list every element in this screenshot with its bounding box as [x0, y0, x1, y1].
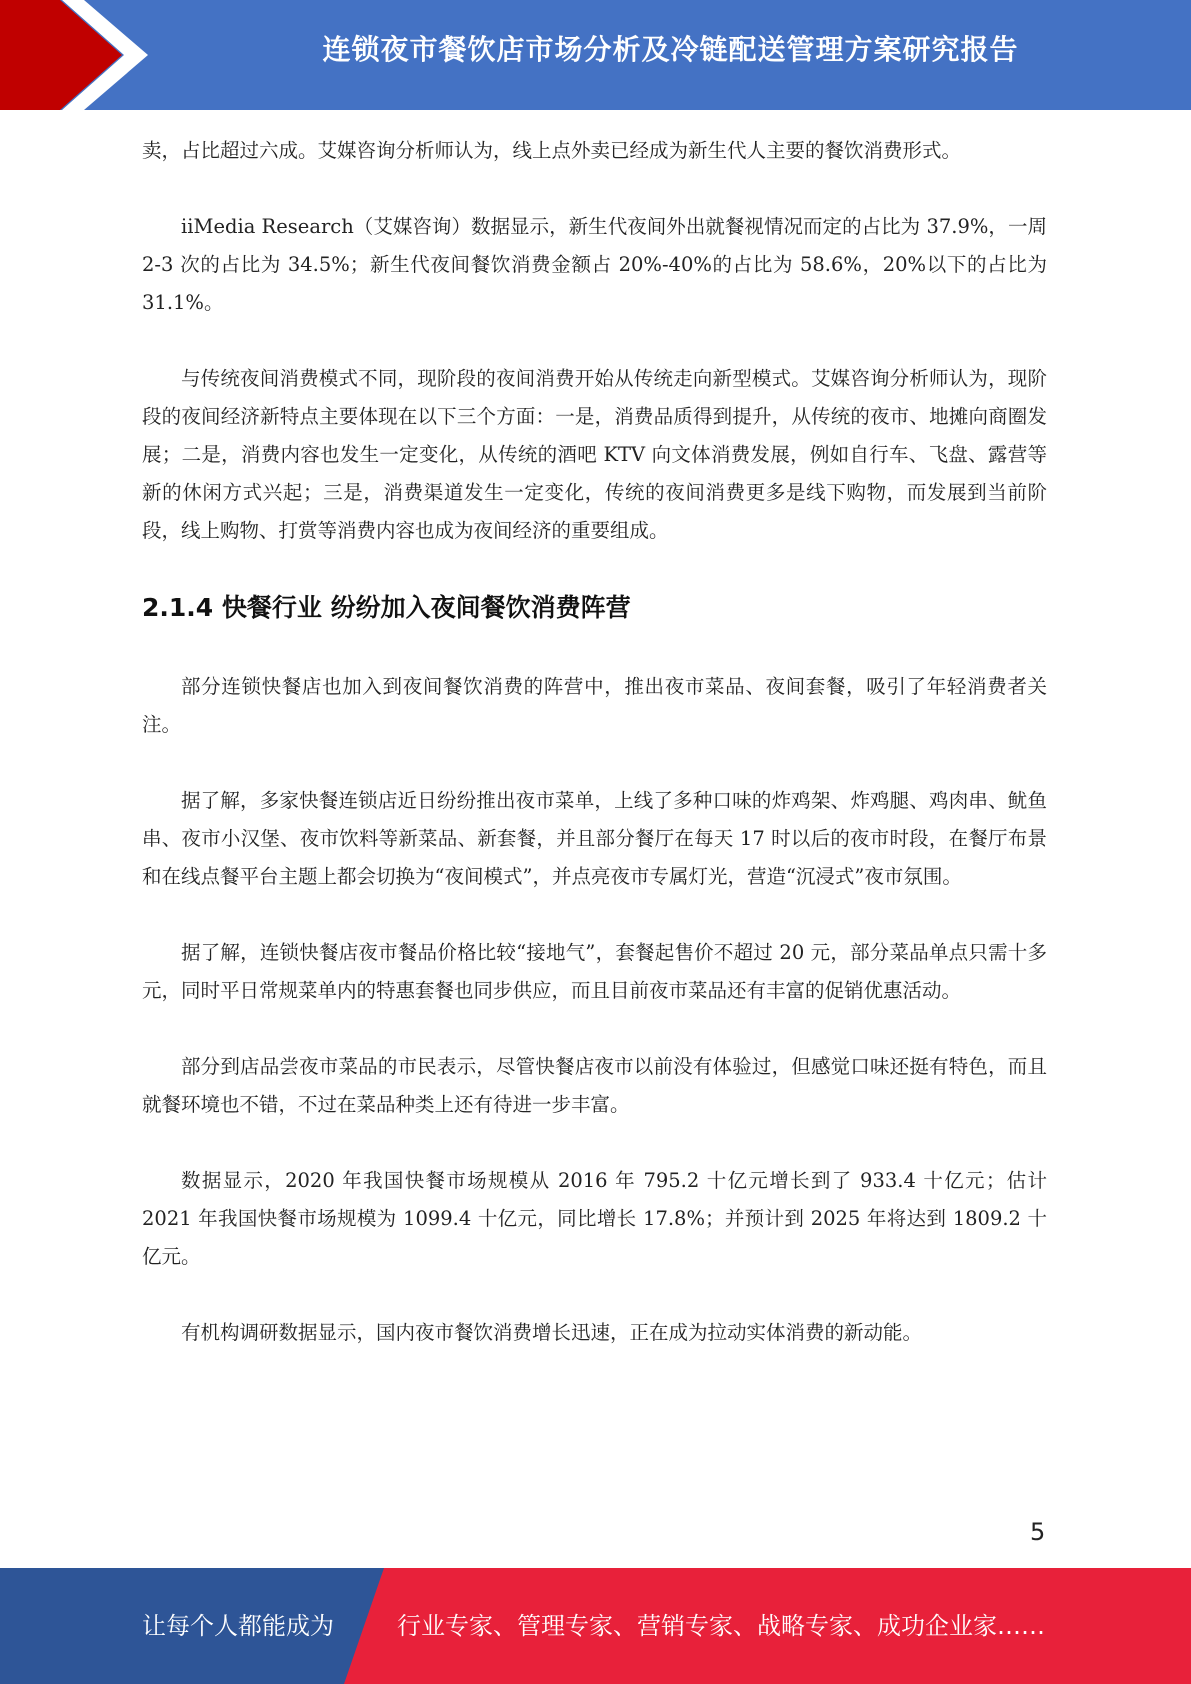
- footer-slogan-right: 行业专家、管理专家、营销专家、战略专家、成功企业家……: [397, 1612, 1045, 1640]
- paragraph: 部分到店品尝夜市菜品的市民表示，尽管快餐店夜市以前没有体验过，但感觉口味还挺有特色，而且就餐环境也不错，不过在菜品种类上还有待进一步丰富。: [142, 1055, 1047, 1116]
- page-number: 5: [1030, 1518, 1046, 1546]
- paragraph: 与传统夜间消费模式不同，现阶段的夜间消费开始从传统走向新型模式。艾媒咨询分析师认为，现阶段的夜间经济新特点主要体现在以下三个方面：一是，消费品质得到提升，从传统的夜市、地摊向商圈发展；二是，消费内容也发生一定变化，从传统的酒吧 KTV 向文体消费发展，例如自行车、飞盘、露营等新的休闲方式兴起；三是，消费渠道发生一定变化，传统的夜间消费更多是线下购物，而发展到当前阶段，线上购物、打赏等消费内容也成为夜间经济的重要组成。: [142, 367, 1047, 542]
- page-footer: [0, 1568, 1191, 1684]
- page-header: [0, 0, 1191, 110]
- paragraph: 部分连锁快餐店也加入到夜间餐饮消费的阵营中，推出夜市菜品、夜间套餐，吸引了年轻消费者关注。: [142, 675, 1047, 736]
- document-body: [142, 132, 1047, 1390]
- paragraph: 卖，占比超过六成。艾媒咨询分析师认为，线上点外卖已经成为新生代人主要的餐饮消费形式。: [142, 139, 962, 162]
- paragraph: 据了解，多家快餐连锁店近日纷纷推出夜市菜单，上线了多种口味的炸鸡架、炸鸡腿、鸡肉串、鱿鱼串、夜市小汉堡、夜市饮料等新菜品、新套餐，并且部分餐厅在每天 17 时以后的夜市时段，在餐厅布景和在线点餐平台主题上都会切换为“夜间模式”，并点亮夜市专属灯光，营造“沉浸式”夜市氛围。: [142, 789, 1047, 888]
- paragraph: iiMedia Research（艾媒咨询）数据显示，新生代夜间外出就餐视情况而定的占比为 37.9%，一周 2-3 次的占比为 34.5%；新生代夜间餐饮消费金额占 20%-40%的占比为 58.6%，20%以下的占比为 31.1%。: [142, 215, 1047, 314]
- header-arrow-decoration: [0, 0, 160, 110]
- paragraph: 数据显示，2020 年我国快餐市场规模从 2016 年 795.2 十亿元增长到了 933.4 十亿元；估计 2021 年我国快餐市场规模为 1099.4 十亿元，同比增长 17.8%；并预计到 2025 年将达到 1809.2 十亿元。: [142, 1169, 1047, 1268]
- paragraph: 有机构调研数据显示，国内夜市餐饮消费增长迅速，正在成为拉动实体消费的新动能。: [181, 1321, 923, 1344]
- section-heading: 2.1.4 快餐行业 纷纷加入夜间餐饮消费阵营: [142, 593, 631, 622]
- paragraph: 据了解，连锁快餐店夜市餐品价格比较“接地气”，套餐起售价不超过 20 元，部分菜品单点只需十多元，同时平日常规菜单内的特惠套餐也同步供应，而且目前夜市菜品还有丰富的促销优惠活动。: [142, 941, 1047, 1002]
- report-title: 连锁夜市餐饮店市场分析及冷链配送管理方案研究报告: [322, 33, 1019, 66]
- footer-slogan-left: 让每个人都能成为: [142, 1612, 334, 1640]
